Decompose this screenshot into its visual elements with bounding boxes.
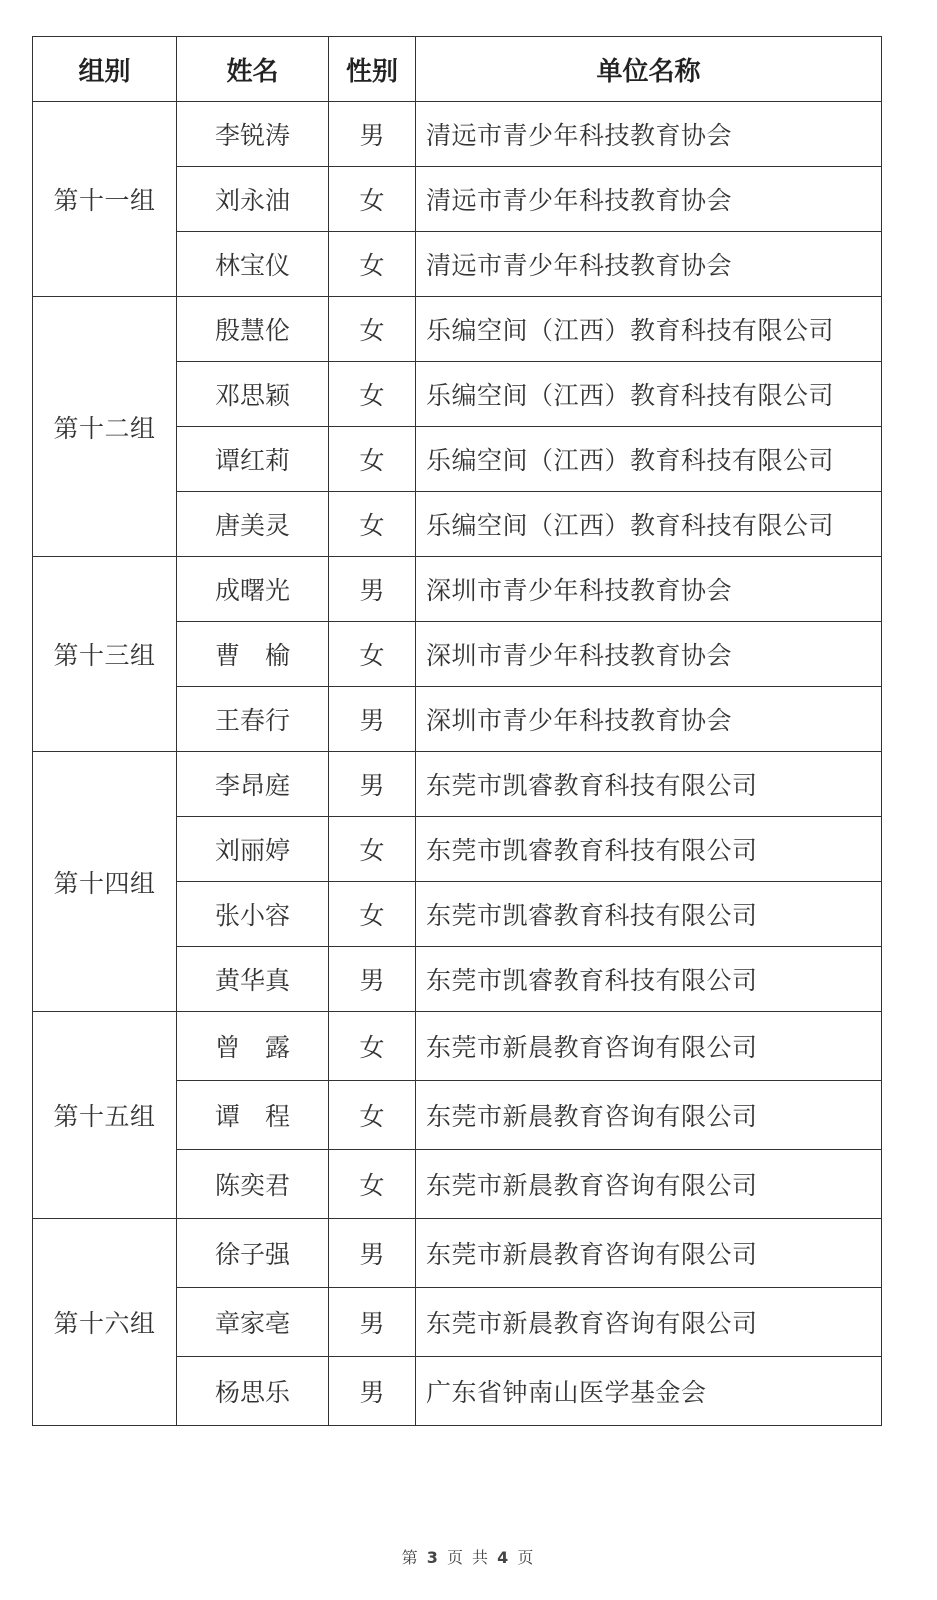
member-unit: 东莞市凯睿教育科技有限公司	[416, 882, 882, 947]
header-unit: 单位名称	[416, 37, 882, 102]
member-name: 唐美灵	[177, 492, 329, 557]
member-unit: 深圳市青少年科技教育协会	[416, 687, 882, 752]
member-name: 谭红莉	[177, 427, 329, 492]
member-gender: 男	[329, 687, 416, 752]
member-gender: 男	[329, 1219, 416, 1288]
member-gender: 女	[329, 622, 416, 687]
member-name: 张小容	[177, 882, 329, 947]
member-unit: 东莞市新晨教育咨询有限公司	[416, 1081, 882, 1150]
table-row	[33, 752, 882, 817]
member-name: 杨思乐	[177, 1357, 329, 1426]
member-name: 李昂庭	[177, 752, 329, 817]
header-group: 组别	[33, 37, 177, 102]
member-name: 李锐涛	[177, 102, 329, 167]
footer-suffix: 页	[517, 1548, 536, 1567]
member-gender: 女	[329, 297, 416, 362]
page-footer	[0, 1545, 937, 1568]
member-unit: 深圳市青少年科技教育协会	[416, 622, 882, 687]
group-cell: 第十六组	[33, 1219, 177, 1426]
member-unit: 乐编空间（江西）教育科技有限公司	[416, 427, 882, 492]
member-name: 刘永油	[177, 167, 329, 232]
member-unit: 清远市青少年科技教育协会	[416, 232, 882, 297]
footer-prefix: 第	[401, 1548, 420, 1567]
footer-total-pages: 4	[497, 1548, 511, 1567]
member-name: 王春行	[177, 687, 329, 752]
member-gender: 男	[329, 1288, 416, 1357]
member-gender: 女	[329, 1081, 416, 1150]
member-unit: 乐编空间（江西）教育科技有限公司	[416, 362, 882, 427]
member-unit: 东莞市凯睿教育科技有限公司	[416, 817, 882, 882]
member-name: 黄华真	[177, 947, 329, 1012]
member-gender: 男	[329, 1357, 416, 1426]
member-gender: 女	[329, 817, 416, 882]
member-name: 成曙光	[177, 557, 329, 622]
table-row	[33, 557, 882, 622]
member-name: 徐子强	[177, 1219, 329, 1288]
member-gender: 男	[329, 752, 416, 817]
member-name: 章家亳	[177, 1288, 329, 1357]
member-unit: 清远市青少年科技教育协会	[416, 102, 882, 167]
group-cell: 第十三组	[33, 557, 177, 752]
footer-current-page: 3	[426, 1548, 440, 1567]
member-gender: 男	[329, 102, 416, 167]
member-name: 殷慧伦	[177, 297, 329, 362]
member-unit: 东莞市凯睿教育科技有限公司	[416, 752, 882, 817]
member-unit: 深圳市青少年科技教育协会	[416, 557, 882, 622]
member-gender: 男	[329, 947, 416, 1012]
member-unit: 乐编空间（江西）教育科技有限公司	[416, 492, 882, 557]
member-name: 曹 榆	[177, 622, 329, 687]
member-unit: 广东省钟南山医学基金会	[416, 1357, 882, 1426]
member-name: 刘丽婷	[177, 817, 329, 882]
member-unit: 乐编空间（江西）教育科技有限公司	[416, 297, 882, 362]
member-gender: 女	[329, 882, 416, 947]
header-gender: 性别	[329, 37, 416, 102]
member-gender: 男	[329, 557, 416, 622]
member-gender: 女	[329, 167, 416, 232]
member-unit: 清远市青少年科技教育协会	[416, 167, 882, 232]
group-cell: 第十五组	[33, 1012, 177, 1219]
header-row	[33, 37, 882, 102]
member-name: 邓思颖	[177, 362, 329, 427]
footer-middle: 页 共	[446, 1548, 491, 1567]
member-unit: 东莞市凯睿教育科技有限公司	[416, 947, 882, 1012]
member-unit: 东莞市新晨教育咨询有限公司	[416, 1288, 882, 1357]
member-gender: 女	[329, 362, 416, 427]
member-gender: 女	[329, 427, 416, 492]
member-gender: 女	[329, 1150, 416, 1219]
roster-body	[33, 102, 882, 1426]
member-name: 谭 程	[177, 1081, 329, 1150]
header-name: 姓名	[177, 37, 329, 102]
table-row	[33, 102, 882, 167]
table-row	[33, 1012, 882, 1081]
member-name: 林宝仪	[177, 232, 329, 297]
group-cell: 第十一组	[33, 102, 177, 297]
roster-table	[32, 36, 882, 1426]
member-gender: 女	[329, 232, 416, 297]
member-gender: 女	[329, 492, 416, 557]
member-unit: 东莞市新晨教育咨询有限公司	[416, 1012, 882, 1081]
member-gender: 女	[329, 1012, 416, 1081]
table-row	[33, 1219, 882, 1288]
member-unit: 东莞市新晨教育咨询有限公司	[416, 1150, 882, 1219]
member-unit: 东莞市新晨教育咨询有限公司	[416, 1219, 882, 1288]
group-cell: 第十四组	[33, 752, 177, 1012]
member-name: 曾 露	[177, 1012, 329, 1081]
group-cell: 第十二组	[33, 297, 177, 557]
member-name: 陈奕君	[177, 1150, 329, 1219]
table-row	[33, 297, 882, 362]
